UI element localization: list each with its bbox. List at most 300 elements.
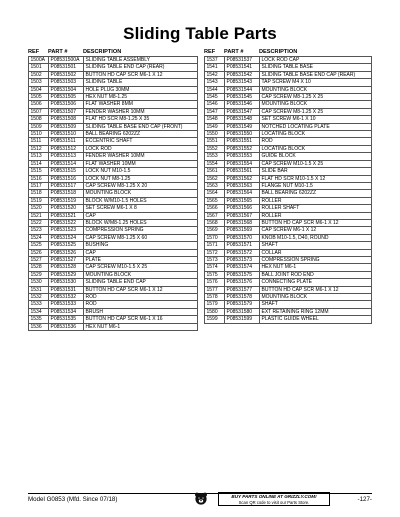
- description-cell: CAP: [84, 249, 198, 256]
- table-row: [205, 79, 372, 86]
- table-row: [205, 175, 372, 182]
- table-row: [205, 271, 372, 278]
- table-row: [29, 301, 198, 308]
- table-row: [29, 86, 198, 93]
- ref-cell: 1517: [29, 182, 49, 189]
- table-row: [29, 64, 198, 71]
- part-number-cell: P08531516: [49, 175, 84, 182]
- table-row: [205, 279, 372, 286]
- description-cell: LOCK NUT M10-1.5: [84, 168, 198, 175]
- table-row: [29, 116, 198, 123]
- ref-cell: 1519: [29, 197, 49, 204]
- description-cell: CAP SCREW M10-1.5 X 25: [84, 264, 198, 271]
- ref-cell: 1529: [29, 271, 49, 278]
- description-cell: FLAT HD SCR M8-1.25 X 35: [84, 116, 198, 123]
- description-cell: LOCK NUT M8-1.25: [84, 175, 198, 182]
- description-cell: FLAT WASHER 10MM: [84, 160, 198, 167]
- table-row: [205, 249, 372, 256]
- part-number-cell: P08531505: [49, 94, 84, 101]
- table-header: [28, 48, 198, 56]
- part-number-cell: P08531535: [49, 316, 84, 323]
- description-cell: COMPRESSION SPRING: [84, 227, 198, 234]
- description-cell: ROLLER SHAFT: [260, 205, 372, 212]
- ref-cell: 1552: [205, 145, 225, 152]
- ref-cell: 1599: [205, 316, 225, 323]
- description-cell: SLIDING TABLE END CAP (REAR): [84, 64, 198, 71]
- description-cell: SLIDE BAR: [260, 168, 372, 175]
- description-cell: FLANGE NUT M10-1.5: [260, 182, 372, 189]
- grizzly-bear-logo-icon: [194, 492, 208, 505]
- part-number-cell: P08531570: [225, 234, 260, 241]
- description-cell: FENDER WASHER 10MM: [84, 153, 198, 160]
- table-row: [205, 94, 372, 101]
- ref-cell: 1543: [205, 79, 225, 86]
- table-row: [29, 212, 198, 219]
- part-number-cell: P08531550: [225, 131, 260, 138]
- ref-cell: 1506: [29, 101, 49, 108]
- description-cell: BUTTON HD CAP SCR M6-1 X 16: [84, 316, 198, 323]
- part-number-cell: P08531543: [225, 79, 260, 86]
- part-number-cell: P08531509: [49, 123, 84, 130]
- description-cell: BUTTON HD CAP SCR M6-1 X 12: [84, 286, 198, 293]
- ref-cell: 1514: [29, 160, 49, 167]
- ref-cell: 1508: [29, 116, 49, 123]
- part-number-cell: P08531500A: [49, 57, 84, 64]
- description-cell: CAP SCREW M6-1 X 12: [260, 227, 372, 234]
- table-row: [29, 123, 198, 130]
- description-cell: HOLE PLUG 30MM: [84, 86, 198, 93]
- description-cell: MOUNTING BLOCK: [260, 101, 372, 108]
- part-number-cell: P08531534: [49, 308, 84, 315]
- part-number-cell: P08531553: [225, 153, 260, 160]
- ref-cell: 1549: [205, 123, 225, 130]
- parts-table: [28, 56, 198, 331]
- table-row: [205, 57, 372, 64]
- table-row: [205, 153, 372, 160]
- ref-cell: 1505: [29, 94, 49, 101]
- ref-cell: 1524: [29, 234, 49, 241]
- ref-cell: 1570: [205, 234, 225, 241]
- ref-cell: 1532: [29, 294, 49, 301]
- part-number-cell: P08531521: [49, 212, 84, 219]
- description-cell: NOTCHED LOCATING PLATE: [260, 123, 372, 130]
- table-row: [205, 286, 372, 293]
- description-cell: BALL JOINT ROD END: [260, 271, 372, 278]
- ref-cell: 1503: [29, 79, 49, 86]
- ref-cell: 1541: [205, 64, 225, 71]
- description-cell: SLIDING TABLE BASE END CAP (REAR): [260, 71, 372, 78]
- part-number-cell: P08531520: [49, 205, 84, 212]
- ref-cell: 1564: [205, 190, 225, 197]
- part-number-cell: P08531537: [225, 57, 260, 64]
- part-number-cell: P08531531: [49, 286, 84, 293]
- table-row: [29, 234, 198, 241]
- table-row: [205, 168, 372, 175]
- part-number-cell: P08531547: [225, 108, 260, 115]
- parts-tables: [28, 48, 372, 331]
- description-cell: ROLLER: [260, 212, 372, 219]
- description-cell: HEX NUT M6-1: [84, 323, 198, 330]
- description-cell: SET SCREW M6-1 X 8: [84, 205, 198, 212]
- table-row: [29, 316, 198, 323]
- table-row: [205, 86, 372, 93]
- table-row: [29, 323, 198, 330]
- table-row: [205, 138, 372, 145]
- table-row: [205, 197, 372, 204]
- page-number: -127-: [357, 496, 372, 503]
- table-row: [205, 234, 372, 241]
- ref-cell: 1573: [205, 256, 225, 263]
- page-title: Sliding Table Parts: [123, 24, 277, 43]
- table-row: [29, 94, 198, 101]
- description-cell: BLOCK W/M10-1.5 HOLES: [84, 197, 198, 204]
- table-row: [29, 242, 198, 249]
- ref-cell: 1565: [205, 197, 225, 204]
- description-cell: SHAFT: [260, 301, 372, 308]
- ref-cell: 1546: [205, 101, 225, 108]
- part-number-cell: P08531572: [225, 249, 260, 256]
- part-number-cell: P08531549: [225, 123, 260, 130]
- table-row: [205, 294, 372, 301]
- description-cell: LOCATING BLOCK: [260, 145, 372, 152]
- description-cell: CONNECTING PLATE: [260, 279, 372, 286]
- part-number-cell: P08531576: [225, 279, 260, 286]
- description-cell: BRUSH: [84, 308, 198, 315]
- table-row: [29, 175, 198, 182]
- table-row: [29, 153, 198, 160]
- ref-cell: 1574: [205, 264, 225, 271]
- table-row: [29, 57, 198, 64]
- description-cell: CAP SCREW M10-1.5 X 25: [260, 160, 372, 167]
- parts-table: [204, 56, 372, 324]
- parts-table-right: [204, 48, 372, 331]
- description-cell: MOUNTING BLOCK: [260, 86, 372, 93]
- ref-cell: 1551: [205, 138, 225, 145]
- part-number-cell: P08531578: [225, 294, 260, 301]
- part-number-cell: P08531568: [225, 219, 260, 226]
- header-part: PART #: [48, 49, 68, 55]
- table-row: [205, 71, 372, 78]
- table-row: [205, 316, 372, 323]
- ref-cell: 1575: [205, 271, 225, 278]
- ref-cell: 1516: [29, 175, 49, 182]
- ref-cell: 1563: [205, 182, 225, 189]
- table-row: [29, 79, 198, 86]
- ref-cell: 1511: [29, 138, 49, 145]
- description-cell: ROD: [260, 138, 372, 145]
- header-description: DESCRIPTION: [83, 49, 122, 55]
- part-number-cell: P08531512: [49, 145, 84, 152]
- description-cell: BUTTON HD CAP SCR M6-1 X 12: [260, 219, 372, 226]
- table-row: [205, 256, 372, 263]
- ref-cell: 1501: [29, 64, 49, 71]
- table-row: [205, 308, 372, 315]
- part-number-cell: P08531508: [49, 116, 84, 123]
- part-number-cell: P08531504: [49, 86, 84, 93]
- part-number-cell: P08531529: [49, 271, 84, 278]
- table-row: [29, 249, 198, 256]
- description-cell: COLLAR: [260, 249, 372, 256]
- part-number-cell: P08531514: [49, 160, 84, 167]
- ref-cell: 1561: [205, 168, 225, 175]
- table-header: [204, 48, 372, 56]
- ref-cell: 1528: [29, 264, 49, 271]
- table-row: [29, 227, 198, 234]
- part-number-cell: P08531575: [225, 271, 260, 278]
- description-cell: BALL BEARING 6202ZZ: [84, 131, 198, 138]
- ref-cell: 1553: [205, 153, 225, 160]
- part-number-cell: P08531533: [49, 301, 84, 308]
- description-cell: ROD: [84, 294, 198, 301]
- parts-table-left: [28, 48, 198, 331]
- part-number-cell: P08531518: [49, 190, 84, 197]
- buy-parts-banner[interactable]: [218, 492, 330, 506]
- part-number-cell: P08531551: [225, 138, 260, 145]
- description-cell: BLOCK W/M8-1.25 HOLES: [84, 219, 198, 226]
- buy-parts-line: BUY PARTS ONLINE AT GRIZZLY.COM!: [231, 494, 317, 499]
- ref-cell: 1502: [29, 71, 49, 78]
- ref-cell: 1545: [205, 94, 225, 101]
- ref-cell: 1507: [29, 108, 49, 115]
- table-row: [205, 101, 372, 108]
- description-cell: ROLLER: [260, 197, 372, 204]
- part-number-cell: P08531566: [225, 205, 260, 212]
- part-number-cell: P08531573: [225, 256, 260, 263]
- ref-cell: 1518: [29, 190, 49, 197]
- part-number-cell: P08531569: [225, 227, 260, 234]
- ref-cell: 1571: [205, 242, 225, 249]
- ref-cell: 1567: [205, 212, 225, 219]
- part-number-cell: P08531544: [225, 86, 260, 93]
- ref-cell: 1522: [29, 219, 49, 226]
- table-row: [29, 271, 198, 278]
- table-row: [29, 294, 198, 301]
- table-row: [205, 205, 372, 212]
- header-description: DESCRIPTION: [259, 49, 298, 55]
- ref-cell: 1536: [29, 323, 49, 330]
- table-row: [205, 131, 372, 138]
- table-row: [205, 212, 372, 219]
- ref-cell: 1576: [205, 279, 225, 286]
- table-row: [29, 219, 198, 226]
- part-number-cell: P08531574: [225, 264, 260, 271]
- header-ref: REF: [204, 49, 216, 55]
- table-row: [205, 264, 372, 271]
- table-row: [205, 182, 372, 189]
- description-cell: KNOB M10-1.5, D40, ROUND: [260, 234, 372, 241]
- ref-cell: 1534: [29, 308, 49, 315]
- table-row: [29, 308, 198, 315]
- table-row: [29, 71, 198, 78]
- table-row: [29, 168, 198, 175]
- ref-cell: 1544: [205, 86, 225, 93]
- description-cell: MOUNTING BLOCK: [84, 190, 198, 197]
- table-row: [205, 301, 372, 308]
- ref-cell: 1562: [205, 175, 225, 182]
- table-row: [29, 131, 198, 138]
- part-number-cell: P08531524: [49, 234, 84, 241]
- part-number-cell: P08531536: [49, 323, 84, 330]
- ref-cell: 1579: [205, 301, 225, 308]
- description-cell: SLIDING TABLE BASE END CAP (FRONT): [84, 123, 198, 130]
- part-number-cell: P08531564: [225, 190, 260, 197]
- ref-cell: 1521: [29, 212, 49, 219]
- table-row: [29, 182, 198, 189]
- part-number-cell: P08531527: [49, 256, 84, 263]
- table-row: [29, 160, 198, 167]
- part-number-cell: P08531563: [225, 182, 260, 189]
- table-row: [205, 242, 372, 249]
- part-number-cell: P08531541: [225, 64, 260, 71]
- part-number-cell: P08531502: [49, 71, 84, 78]
- description-cell: CAP SCREW M8-1.25 X 60: [84, 234, 198, 241]
- ref-cell: 1520: [29, 205, 49, 212]
- ref-cell: 1577: [205, 286, 225, 293]
- ref-cell: 1513: [29, 153, 49, 160]
- part-number-cell: P08531530: [49, 279, 84, 286]
- part-number-cell: P08531542: [225, 71, 260, 78]
- part-number-cell: P08531522: [49, 219, 84, 226]
- description-cell: HEX NUT M6-1: [260, 264, 372, 271]
- table-row: [205, 108, 372, 115]
- description-cell: SLIDING TABLE ASSEMBLY: [84, 57, 198, 64]
- description-cell: HEX NUT M8-1.25: [84, 94, 198, 101]
- ref-cell: 1533: [29, 301, 49, 308]
- part-number-cell: P08531503: [49, 79, 84, 86]
- part-number-cell: P08531565: [225, 197, 260, 204]
- description-cell: PLATE: [84, 256, 198, 263]
- table-row: [29, 145, 198, 152]
- part-number-cell: P08531532: [49, 294, 84, 301]
- ref-cell: 1569: [205, 227, 225, 234]
- part-number-cell: P08531571: [225, 242, 260, 249]
- header-part: PART #: [224, 49, 244, 55]
- description-cell: SLIDING TABLE BASE: [260, 64, 372, 71]
- part-number-cell: P08531507: [49, 108, 84, 115]
- description-cell: PLASTIC GUIDE WHEEL: [260, 316, 372, 323]
- table-row: [205, 145, 372, 152]
- ref-cell: 1523: [29, 227, 49, 234]
- model-label: Model G0853 (Mfd. Since 07/18): [28, 496, 118, 503]
- table-row: [205, 116, 372, 123]
- description-cell: TAP SCREW M4 X 10: [260, 79, 372, 86]
- part-number-cell: P08531528: [49, 264, 84, 271]
- part-number-cell: P08531599: [225, 316, 260, 323]
- ref-cell: 1572: [205, 249, 225, 256]
- table-row: [29, 197, 198, 204]
- part-number-cell: P08531577: [225, 286, 260, 293]
- part-number-cell: P08531526: [49, 249, 84, 256]
- part-number-cell: P08531515: [49, 168, 84, 175]
- description-cell: LOCK ROD: [84, 145, 198, 152]
- description-cell: CAP SCREW M8-1.25 X 20: [84, 182, 198, 189]
- ref-cell: 1527: [29, 256, 49, 263]
- part-number-cell: P08531525: [49, 242, 84, 249]
- description-cell: EXT RETAINING RING 12MM: [260, 308, 372, 315]
- ref-cell: 1512: [29, 145, 49, 152]
- ref-cell: 1531: [29, 286, 49, 293]
- part-number-cell: P08531501: [49, 64, 84, 71]
- ref-cell: 1535: [29, 316, 49, 323]
- qr-code-line: Scan QR code to visit our Parts Store.: [238, 499, 310, 505]
- description-cell: SHAFT: [260, 242, 372, 249]
- part-number-cell: P08531552: [225, 145, 260, 152]
- part-number-cell: P08531548: [225, 116, 260, 123]
- table-row: [205, 227, 372, 234]
- description-cell: ROD: [84, 301, 198, 308]
- part-number-cell: P08531506: [49, 101, 84, 108]
- ref-cell: 1526: [29, 249, 49, 256]
- table-row: [29, 256, 198, 263]
- table-row: [29, 138, 198, 145]
- ref-cell: 1566: [205, 205, 225, 212]
- part-number-cell: P08531517: [49, 182, 84, 189]
- description-cell: LOCATING BLOCK: [260, 131, 372, 138]
- ref-cell: 1554: [205, 160, 225, 167]
- table-row: [29, 279, 198, 286]
- description-cell: LOCK ROD CAP: [260, 57, 372, 64]
- ref-cell: 1504: [29, 86, 49, 93]
- description-cell: FENDER WASHER 10MM: [84, 108, 198, 115]
- part-number-cell: P08531511: [49, 138, 84, 145]
- description-cell: BUTTON HD CAP SCR M6-1 X 12: [84, 71, 198, 78]
- part-number-cell: P08531546: [225, 101, 260, 108]
- part-number-cell: P08531561: [225, 168, 260, 175]
- part-number-cell: P08531519: [49, 197, 84, 204]
- description-cell: SLIDING TABLE END CAP: [84, 279, 198, 286]
- part-number-cell: P08531545: [225, 94, 260, 101]
- table-row: [205, 160, 372, 167]
- table-row: [205, 219, 372, 226]
- table-row: [29, 286, 198, 293]
- ref-cell: 1500A: [29, 57, 49, 64]
- table-row: [29, 101, 198, 108]
- description-cell: FLAT WASHER 8MM: [84, 101, 198, 108]
- table-row: [29, 190, 198, 197]
- part-number-cell: P08531513: [49, 153, 84, 160]
- table-row: [205, 64, 372, 71]
- description-cell: FLAT HD SCR M10-1.5 X 12: [260, 175, 372, 182]
- description-cell: ECCENTRIC SHAFT: [84, 138, 198, 145]
- description-cell: CAP SCREW M8-1.25 X 25: [260, 94, 372, 101]
- description-cell: MOUNTING BLOCK: [260, 294, 372, 301]
- ref-cell: 1580: [205, 308, 225, 315]
- part-number-cell: P08531554: [225, 160, 260, 167]
- part-number-cell: P08531510: [49, 131, 84, 138]
- ref-cell: 1568: [205, 219, 225, 226]
- table-row: [29, 205, 198, 212]
- part-number-cell: P08531567: [225, 212, 260, 219]
- part-number-cell: P08531580: [225, 308, 260, 315]
- ref-cell: 1578: [205, 294, 225, 301]
- ref-cell: 1510: [29, 131, 49, 138]
- ref-cell: 1542: [205, 71, 225, 78]
- description-cell: MOUNTING BLOCK: [84, 271, 198, 278]
- ref-cell: 1515: [29, 168, 49, 175]
- header-ref: REF: [28, 49, 40, 55]
- table-row: [205, 190, 372, 197]
- ref-cell: 1548: [205, 116, 225, 123]
- description-cell: SLIDING TABLE: [84, 79, 198, 86]
- description-cell: CAP: [84, 212, 198, 219]
- description-cell: GUIDE BLOCK: [260, 153, 372, 160]
- description-cell: BUSHING: [84, 242, 198, 249]
- description-cell: CAP SCREW M8-1.25 X 25: [260, 108, 372, 115]
- part-number-cell: P08531562: [225, 175, 260, 182]
- description-cell: BUTTON HD CAP SCR M6-1 X 12: [260, 286, 372, 293]
- ref-cell: 1509: [29, 123, 49, 130]
- description-cell: COMPRESSION SPRING: [260, 256, 372, 263]
